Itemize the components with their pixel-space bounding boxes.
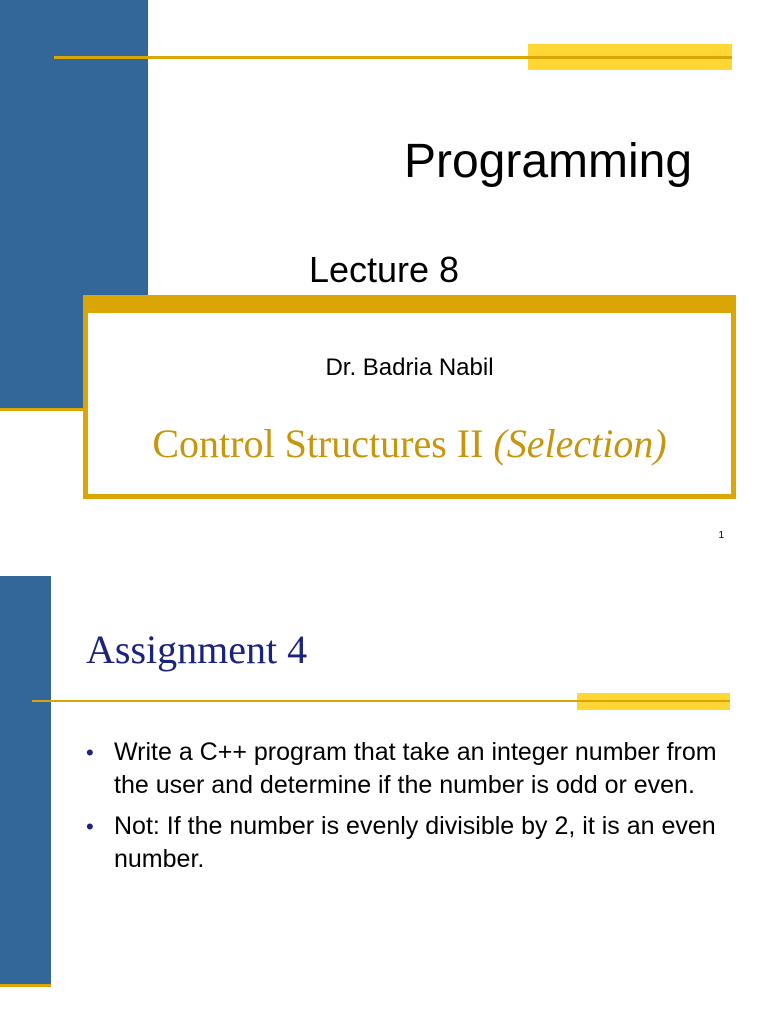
bullet-dot-icon: •: [86, 740, 94, 765]
slide2-bullet-list: [86, 736, 736, 884]
bullet-dot-icon: •: [86, 814, 94, 839]
slide1-title: Programming: [403, 135, 693, 188]
bullet-text: Not: If the number is evenly divisible by 2, it is an even number.: [114, 812, 716, 873]
subtitle-main: Control Structures II: [152, 421, 484, 466]
slide1-page-number: 1: [718, 530, 724, 541]
bullet-item: [86, 736, 736, 802]
slide2-blue-bar-underline: [0, 984, 51, 987]
slide1-subtitle: [83, 420, 736, 467]
bullet-item: [86, 810, 736, 876]
slide2-accent-line: [577, 700, 730, 702]
slide2-left-blue-bar: [0, 576, 51, 986]
slide1-accent-line: [528, 56, 732, 59]
slide1-lecture-label: Lecture 8: [308, 249, 460, 290]
subtitle-italic: (Selection): [493, 421, 667, 466]
bullet-text: Write a C++ program that take an integer number from the user and determine if the number is odd or even.: [114, 738, 717, 799]
slide2-title: Assignment 4: [86, 627, 308, 672]
slide1-blue-bar-underline: [0, 408, 84, 411]
slide1-author: Dr. Badria Nabil: [325, 354, 494, 381]
slide1-top-rule: [54, 56, 528, 59]
slide1-subtitle-box: [83, 295, 736, 499]
